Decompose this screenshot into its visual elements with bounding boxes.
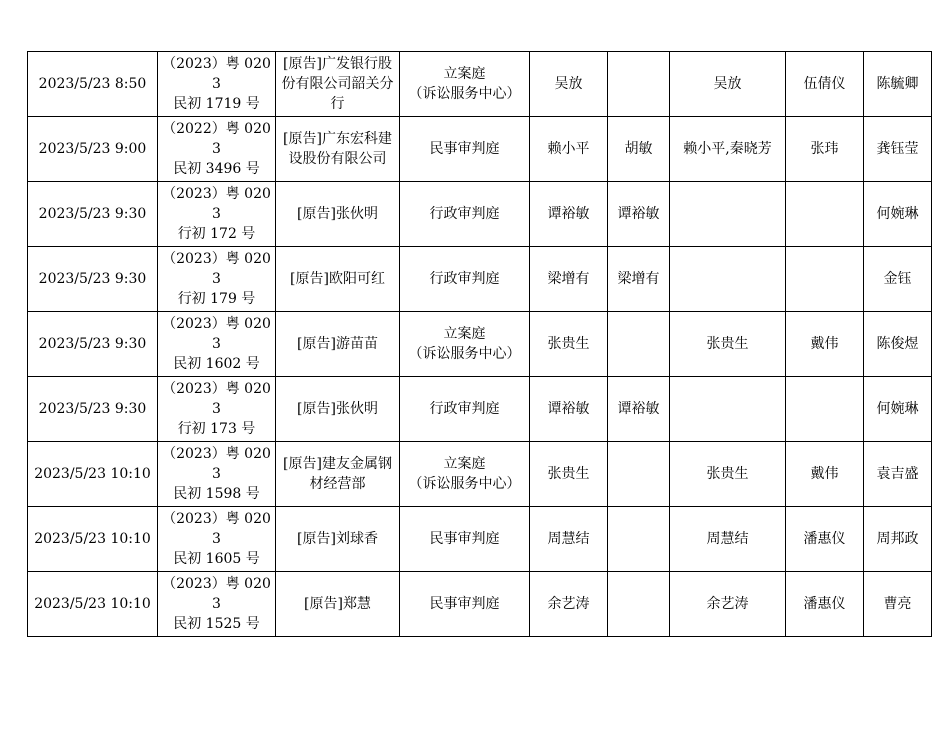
case-number-cell: [158, 117, 276, 182]
case-number-cell: [158, 247, 276, 312]
case-number-line: 行初 172 号: [177, 226, 256, 242]
judicial-assistant-text: 戴伟: [810, 466, 839, 482]
judge-text: 吴放: [554, 76, 583, 92]
panel-members-text: 张贵生: [706, 336, 749, 352]
hearing-datetime-cell: [28, 442, 158, 507]
clerk-cell: [864, 312, 932, 377]
judge-text: 谭裕敏: [547, 206, 590, 222]
hearing-datetime-text: 2023/5/23 8:50: [38, 76, 147, 92]
panel-members-cell: [670, 377, 786, 442]
judge-text: 梁增有: [547, 271, 590, 287]
party-text: [原告]广发银行股份有限公司韶关分行: [281, 56, 394, 112]
party-text: [原告]广东宏科建设股份有限公司: [283, 131, 392, 167]
tribunal-cell: [400, 312, 530, 377]
judge-text: 张贵生: [547, 336, 590, 352]
hearing-datetime-text: 2023/5/23 9:30: [38, 401, 147, 417]
case-number-line: （2023）粤 0203: [162, 511, 271, 547]
tribunal-line: 民事审判庭: [429, 596, 500, 612]
panel-members-cell: [670, 572, 786, 637]
case-number-line: （2023）粤 0203: [162, 251, 271, 287]
tribunal-line: （诉讼服务中心）: [408, 86, 521, 102]
case-number-line: 行初 173 号: [177, 421, 256, 437]
judicial-assistant-cell: [786, 442, 864, 507]
clerk-cell: [864, 182, 932, 247]
party-text: [原告]欧阳可红: [290, 271, 385, 287]
tribunal-cell: [400, 182, 530, 247]
hearing-datetime-text: 2023/5/23 9:30: [38, 336, 147, 352]
judge-cell: [530, 507, 608, 572]
second-judge-text: 胡敏: [624, 141, 653, 157]
judge-text: 赖小平: [547, 141, 590, 157]
case-number-line: 民初 3496 号: [173, 161, 260, 177]
clerk-cell: [864, 247, 932, 312]
case-number-line: 民初 1719 号: [173, 96, 260, 112]
tribunal-cell: [400, 52, 530, 117]
judge-cell: [530, 377, 608, 442]
panel-members-cell: [670, 182, 786, 247]
hearing-schedule-table: [27, 51, 932, 637]
table-row: [28, 312, 932, 377]
panel-members-cell: [670, 312, 786, 377]
party-cell: [276, 52, 400, 117]
tribunal-line: 民事审判庭: [429, 141, 500, 157]
second-judge-cell: [608, 117, 670, 182]
panel-members-text: 吴放: [713, 76, 742, 92]
tribunal-cell: [400, 377, 530, 442]
hearing-datetime-text: 2023/5/23 10:10: [34, 596, 151, 612]
panel-members-cell: [670, 442, 786, 507]
hearing-datetime-cell: [28, 312, 158, 377]
hearing-datetime-cell: [28, 182, 158, 247]
clerk-text: 陈俊煜: [876, 336, 919, 352]
clerk-text: 陈毓卿: [876, 76, 919, 92]
hearing-datetime-cell: [28, 117, 158, 182]
clerk-text: 曹亮: [883, 596, 912, 612]
tribunal-line: 民事审判庭: [429, 531, 500, 547]
clerk-text: 金钰: [883, 271, 912, 287]
clerk-text: 何婉琳: [876, 401, 919, 417]
table-row: [28, 442, 932, 507]
table-body: [28, 52, 932, 637]
judicial-assistant-text: 伍倩仪: [803, 76, 846, 92]
judge-text: 余艺涛: [547, 596, 590, 612]
panel-members-text: 赖小平,秦晓芳: [683, 141, 772, 157]
judicial-assistant-cell: [786, 377, 864, 442]
panel-members-cell: [670, 507, 786, 572]
table-row: [28, 117, 932, 182]
second-judge-cell: [608, 52, 670, 117]
judicial-assistant-cell: [786, 52, 864, 117]
party-cell: [276, 507, 400, 572]
party-text: [原告]张伙明: [297, 206, 378, 222]
hearing-datetime-cell: [28, 247, 158, 312]
judicial-assistant-cell: [786, 572, 864, 637]
hearing-datetime-text: 2023/5/23 10:10: [34, 531, 151, 547]
second-judge-cell: [608, 377, 670, 442]
tribunal-line: （诉讼服务中心）: [408, 346, 521, 362]
table-row: [28, 52, 932, 117]
tribunal-line: 行政审判庭: [429, 206, 500, 222]
table-row: [28, 247, 932, 312]
case-number-line: 行初 179 号: [177, 291, 256, 307]
case-number-line: （2023）粤 0203: [162, 316, 271, 352]
judicial-assistant-text: 戴伟: [810, 336, 839, 352]
second-judge-text: 谭裕敏: [617, 401, 660, 417]
tribunal-line: 行政审判庭: [429, 401, 500, 417]
clerk-cell: [864, 572, 932, 637]
case-number-cell: [158, 52, 276, 117]
judge-text: 张贵生: [547, 466, 590, 482]
party-cell: [276, 312, 400, 377]
judge-cell: [530, 572, 608, 637]
party-text: [原告]刘球香: [297, 531, 378, 547]
tribunal-cell: [400, 507, 530, 572]
case-number-line: （2023）粤 0203: [162, 186, 271, 222]
second-judge-cell: [608, 572, 670, 637]
clerk-cell: [864, 507, 932, 572]
hearing-datetime-cell: [28, 507, 158, 572]
table-row: [28, 507, 932, 572]
case-number-cell: [158, 377, 276, 442]
case-number-cell: [158, 572, 276, 637]
clerk-text: 何婉琳: [876, 206, 919, 222]
judicial-assistant-cell: [786, 182, 864, 247]
hearing-datetime-cell: [28, 572, 158, 637]
tribunal-line: 立案庭: [443, 66, 486, 82]
tribunal-line: （诉讼服务中心）: [408, 476, 521, 492]
judicial-assistant-text: 张玮: [810, 141, 839, 157]
case-number-line: 民初 1605 号: [173, 551, 260, 567]
table-row: [28, 572, 932, 637]
case-number-cell: [158, 442, 276, 507]
case-number-line: 民初 1525 号: [173, 616, 260, 632]
party-cell: [276, 247, 400, 312]
hearing-datetime-cell: [28, 52, 158, 117]
clerk-cell: [864, 377, 932, 442]
case-number-line: 民初 1602 号: [173, 356, 260, 372]
judge-cell: [530, 442, 608, 507]
second-judge-text: 梁增有: [617, 271, 660, 287]
case-number-line: （2023）粤 0203: [162, 381, 271, 417]
second-judge-cell: [608, 182, 670, 247]
judicial-assistant-cell: [786, 507, 864, 572]
case-number-line: 民初 1598 号: [173, 486, 260, 502]
judge-cell: [530, 182, 608, 247]
second-judge-cell: [608, 312, 670, 377]
judicial-assistant-text: 潘惠仪: [803, 531, 846, 547]
tribunal-line: 行政审判庭: [429, 271, 500, 287]
table-row: [28, 182, 932, 247]
second-judge-text: 谭裕敏: [617, 206, 660, 222]
panel-members-text: 余艺涛: [706, 596, 749, 612]
clerk-text: 袁吉盛: [876, 466, 919, 482]
case-number-cell: [158, 312, 276, 377]
case-number-cell: [158, 507, 276, 572]
hearing-datetime-text: 2023/5/23 9:30: [38, 206, 147, 222]
party-cell: [276, 442, 400, 507]
party-cell: [276, 117, 400, 182]
case-number-line: （2023）粤 0203: [162, 56, 271, 92]
case-number-line: （2023）粤 0203: [162, 446, 271, 482]
clerk-text: 龚钰莹: [876, 141, 919, 157]
judge-cell: [530, 117, 608, 182]
clerk-cell: [864, 52, 932, 117]
panel-members-cell: [670, 247, 786, 312]
hearing-datetime-text: 2023/5/23 9:30: [38, 271, 147, 287]
case-number-cell: [158, 182, 276, 247]
tribunal-cell: [400, 247, 530, 312]
party-text: [原告]建友金属钢材经营部: [283, 456, 392, 492]
judicial-assistant-text: 潘惠仪: [803, 596, 846, 612]
second-judge-cell: [608, 507, 670, 572]
second-judge-cell: [608, 247, 670, 312]
judicial-assistant-cell: [786, 312, 864, 377]
party-text: [原告]游苗苗: [297, 336, 378, 352]
party-text: [原告]郑慧: [304, 596, 371, 612]
judge-cell: [530, 52, 608, 117]
judge-cell: [530, 312, 608, 377]
clerk-cell: [864, 442, 932, 507]
judge-cell: [530, 247, 608, 312]
tribunal-cell: [400, 117, 530, 182]
judicial-assistant-cell: [786, 247, 864, 312]
panel-members-cell: [670, 117, 786, 182]
tribunal-line: 立案庭: [443, 326, 486, 342]
hearing-datetime-cell: [28, 377, 158, 442]
panel-members-text: 张贵生: [706, 466, 749, 482]
case-number-line: （2022）粤 0203: [162, 121, 271, 157]
judge-text: 谭裕敏: [547, 401, 590, 417]
party-cell: [276, 182, 400, 247]
panel-members-text: 周慧结: [706, 531, 749, 547]
hearing-datetime-text: 2023/5/23 9:00: [38, 141, 147, 157]
party-text: [原告]张伙明: [297, 401, 378, 417]
panel-members-cell: [670, 52, 786, 117]
judge-text: 周慧结: [547, 531, 590, 547]
party-cell: [276, 377, 400, 442]
table-row: [28, 377, 932, 442]
second-judge-cell: [608, 442, 670, 507]
case-number-line: （2023）粤 0203: [162, 576, 271, 612]
party-cell: [276, 572, 400, 637]
clerk-text: 周邦政: [876, 531, 919, 547]
judicial-assistant-cell: [786, 117, 864, 182]
tribunal-cell: [400, 572, 530, 637]
tribunal-cell: [400, 442, 530, 507]
hearing-datetime-text: 2023/5/23 10:10: [34, 466, 151, 482]
tribunal-line: 立案庭: [443, 456, 486, 472]
clerk-cell: [864, 117, 932, 182]
